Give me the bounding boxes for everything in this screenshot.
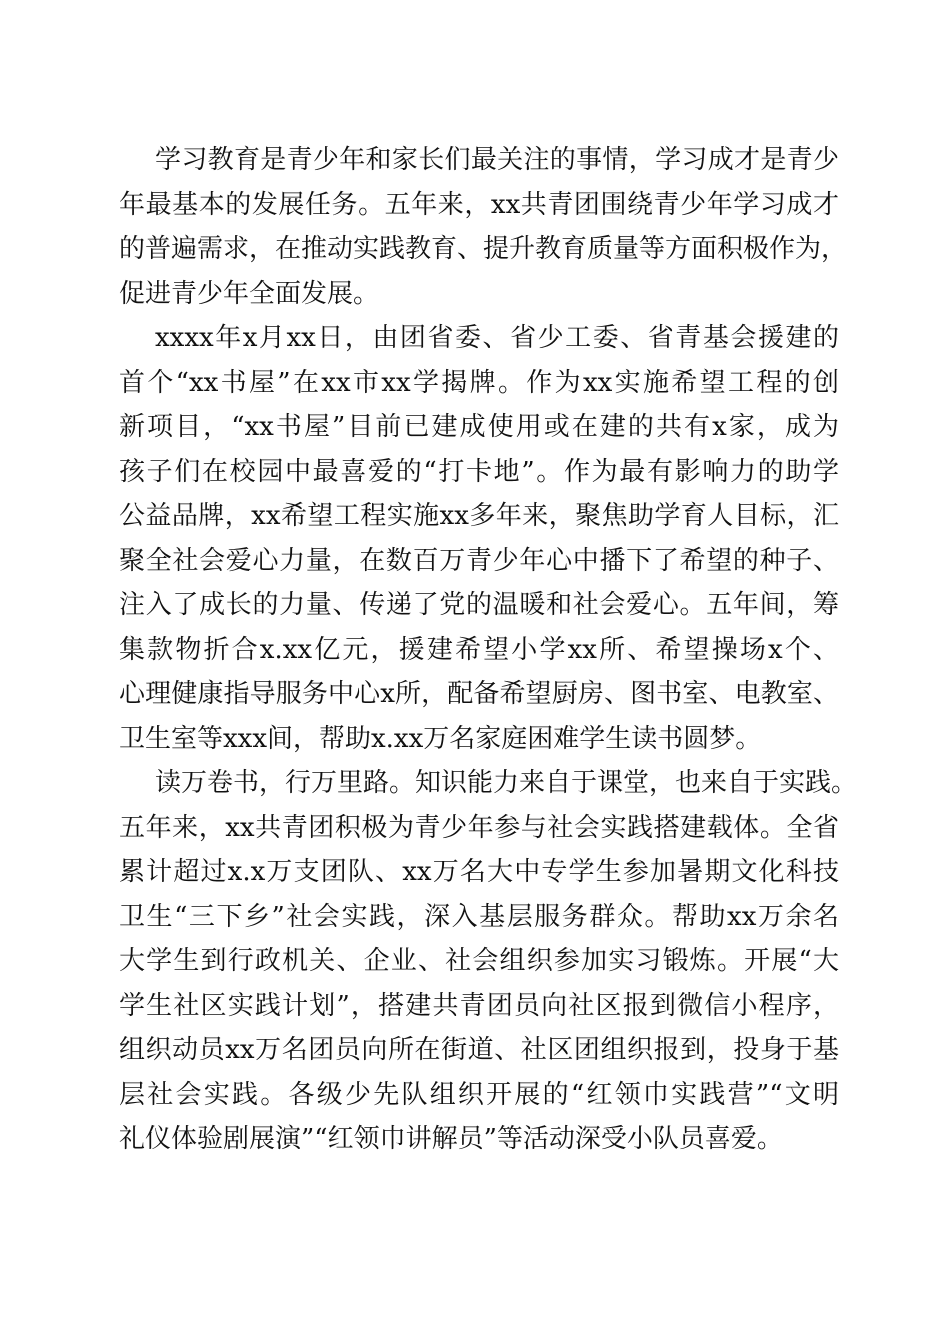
text-line: 新项目，“xx书屋”目前已建成使用或在建的共有x家，成为: [119, 412, 839, 442]
paragraph-learning-education: [119, 138, 848, 316]
text-line: 集款物折合x.xx亿元，援建希望小学xx所、希望操场x个、: [119, 634, 839, 665]
paragraph-social-practice: [119, 761, 858, 1162]
paragraph-book-house: [119, 316, 839, 761]
text-line: 年最基本的发展任务。五年来，xx共青团围绕青少年学习成才: [119, 189, 839, 220]
text-line: 孩子们在校园中最喜爱的“打卡地”。作为最有影响力的助学: [119, 456, 839, 487]
text-line: 卫生“三下乡”社会实践，深入基层服务群众。帮助xx万余名: [119, 901, 839, 932]
text-line: 层社会实践。各级少先队组织开展的“红领巾实践营”“文明: [119, 1079, 839, 1110]
text-line: 卫生室等xxx间，帮助x.xx万名家庭困难学生读书圆梦。: [119, 723, 762, 754]
text-line: 首个“xx书屋”在xx市xx学揭牌。作为xx实施希望工程的创: [119, 367, 839, 398]
text-line: xxxx年x月xx日，由团省委、省少工委、省青基会援建的: [155, 323, 839, 353]
text-line: 促进青少年全面发展。: [119, 278, 380, 309]
text-line: 五年来，xx共青团积极为青少年参与社会实践搭建载体。全省: [119, 812, 839, 843]
text-line: 学生社区实践计划”，搭建共青团员向社区报到微信小程序，: [119, 990, 839, 1021]
text-line: 组织动员xx万名团员向所在街道、社区团组织报到，投身于基: [119, 1035, 839, 1065]
text-line: 注入了成长的力量、传递了党的温暖和社会爱心。五年间，筹: [119, 590, 839, 620]
text-line: 公益品牌，xx希望工程实施xx多年来，聚焦助学育人目标，汇: [119, 501, 839, 531]
text-line: 心理健康指导服务中心x所，配备希望厨房、图书室、电教室、: [119, 679, 839, 709]
text-line: 聚全社会爱心力量，在数百万青少年心中播下了希望的种子、: [119, 545, 839, 576]
document-body: [119, 138, 858, 1162]
text-line: 学习教育是青少年和家长们最关注的事情，学习成才是青少: [155, 145, 839, 175]
text-line: 礼仪体验剧展演”“红领巾讲解员”等活动深受小队员喜爱。: [119, 1124, 783, 1154]
text-line: 累计超过x.x万支团队、xx万名大中专学生参加暑期文化科技: [119, 857, 839, 887]
text-line: 的普遍需求，在推动实践教育、提升教育质量等方面积极作为，: [119, 234, 848, 264]
text-line: 读万卷书，行万里路。知识能力来自于课堂，也来自于实践。: [155, 768, 858, 798]
text-line: 大学生到行政机关、企业、社会组织参加实习锻炼。开展“大: [119, 946, 839, 976]
